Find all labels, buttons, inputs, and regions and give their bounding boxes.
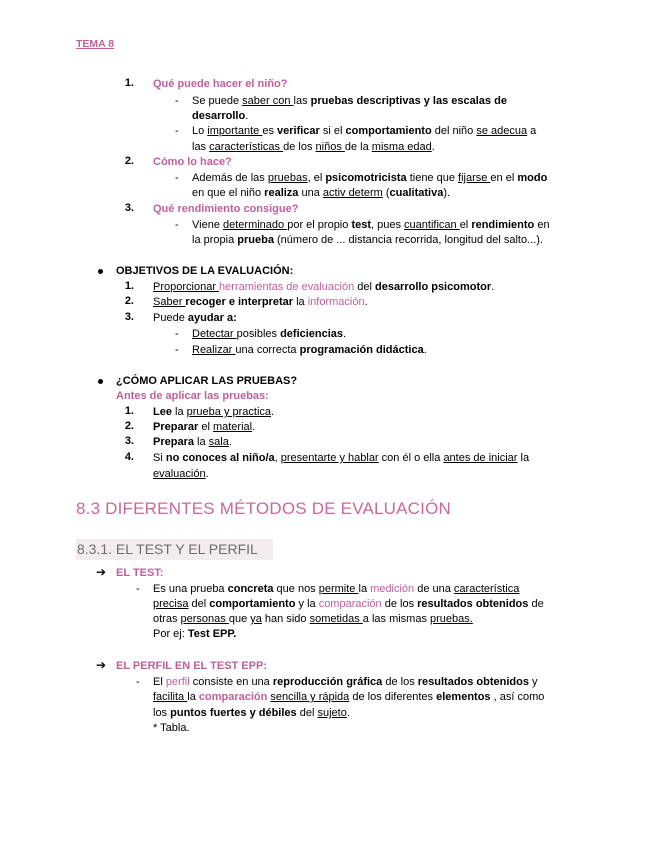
- text-line: * Tabla.: [153, 722, 190, 734]
- text-line: otras personas que ya han sido sometidas a las mismas pruebas.: [153, 613, 473, 625]
- text-line: Preparar el material.: [153, 421, 256, 433]
- text-line: Si no conoces al niño/a, presentarte y hablar con él o ella antes de iniciar la: [153, 452, 530, 464]
- list-number: 3.: [124, 311, 134, 323]
- section-heading: ¿CÓMO APLICAR LAS PRUEBAS?: [116, 375, 298, 387]
- text-line: evaluación.: [153, 468, 209, 480]
- dash-bullet: -: [175, 219, 179, 231]
- list-number: 2.: [124, 420, 134, 432]
- question-title: Qué rendimiento consigue?: [153, 203, 299, 215]
- arrow-right-icon: ➔: [96, 658, 107, 672]
- dash-bullet: -: [136, 583, 140, 595]
- text-line: Se puede saber con las pruebas descriptivas y las escalas de: [192, 95, 507, 107]
- list-number: 2.: [124, 295, 134, 307]
- dash-bullet: -: [175, 95, 179, 107]
- text-line: Prepara la sala.: [153, 436, 232, 448]
- list-number: 3.: [124, 202, 134, 214]
- bullet-dot: [98, 379, 103, 384]
- text-line: facilita la comparación sencilla y rápida de los diferentes elementos , así como: [153, 691, 545, 703]
- text-line: precisa del comportamiento y la comparación de los resultados obtenidos de: [153, 598, 544, 610]
- text-line: Además de las pruebas, el psicomotricista tiene que fijarse en el modo: [192, 172, 548, 184]
- text-line: Puede ayudar a:: [153, 312, 237, 324]
- tema-label: TEMA 8: [76, 38, 115, 50]
- subheading: EL PERFIL EN EL TEST EPP:: [116, 660, 267, 672]
- text-line: las características de los niños de la misma edad.: [192, 141, 435, 153]
- section-heading: OBJETIVOS DE LA EVALUACIÓN:: [116, 265, 294, 277]
- text-line: Detectar posibles deficiencias.: [192, 328, 347, 340]
- list-number: 2.: [124, 155, 134, 167]
- text-line: El perfil consiste en una reproducción gráfica de los resultados obtenidos y: [153, 676, 538, 688]
- subheading: Antes de aplicar las pruebas:: [116, 390, 269, 402]
- list-number: 1.: [124, 280, 134, 292]
- text-line: Proporcionar herramientas de evaluación del desarrollo psicomotor.: [153, 281, 495, 293]
- question-title: Cómo lo hace?: [153, 156, 232, 168]
- text-line: desarrollo.: [192, 110, 249, 122]
- dash-bullet: -: [175, 344, 179, 356]
- text-line: Viene determinado por el propio test, pues cuantifican el rendimiento en: [192, 219, 550, 231]
- text-line: Es una prueba concreta que nos permite la medición de una característica: [153, 583, 520, 595]
- subsection-title: 8.3.1. EL TEST Y EL PERFIL: [77, 541, 258, 557]
- dash-bullet: -: [175, 125, 179, 137]
- list-number: 1.: [124, 405, 134, 417]
- text-line: Lo importante es verificar si el comportamiento del niño se adecua a: [192, 125, 537, 137]
- text-line: la propia prueba (número de ... distancia recorrida, longitud del salto...).: [192, 234, 543, 246]
- subheading: EL TEST:: [116, 567, 164, 579]
- question-title: Qué puede hacer el niño?: [153, 78, 288, 90]
- text-line: Por ej: Test EPP.: [153, 628, 237, 640]
- section-title: 8.3 DIFERENTES MÉTODOS DE EVALUACIÓN: [76, 499, 451, 518]
- dash-bullet: -: [175, 328, 179, 340]
- text-line: Realizar una correcta programación didáctica.: [192, 344, 427, 356]
- text-line: en que el niño realiza una activ determ (cualitativa).: [192, 187, 451, 199]
- text-line: Lee la prueba y practica.: [153, 406, 275, 418]
- text-line: Saber recoger e interpretar la información.: [153, 296, 368, 308]
- text-line: los puntos fuertes y débiles del sujeto.: [153, 707, 350, 719]
- list-number: 1.: [124, 77, 134, 89]
- bullet-dot: [98, 269, 103, 274]
- arrow-right-icon: ➔: [96, 565, 107, 579]
- list-number: 3.: [124, 435, 134, 447]
- dash-bullet: -: [175, 172, 179, 184]
- list-number: 4.: [124, 451, 134, 463]
- dash-bullet: -: [136, 676, 140, 688]
